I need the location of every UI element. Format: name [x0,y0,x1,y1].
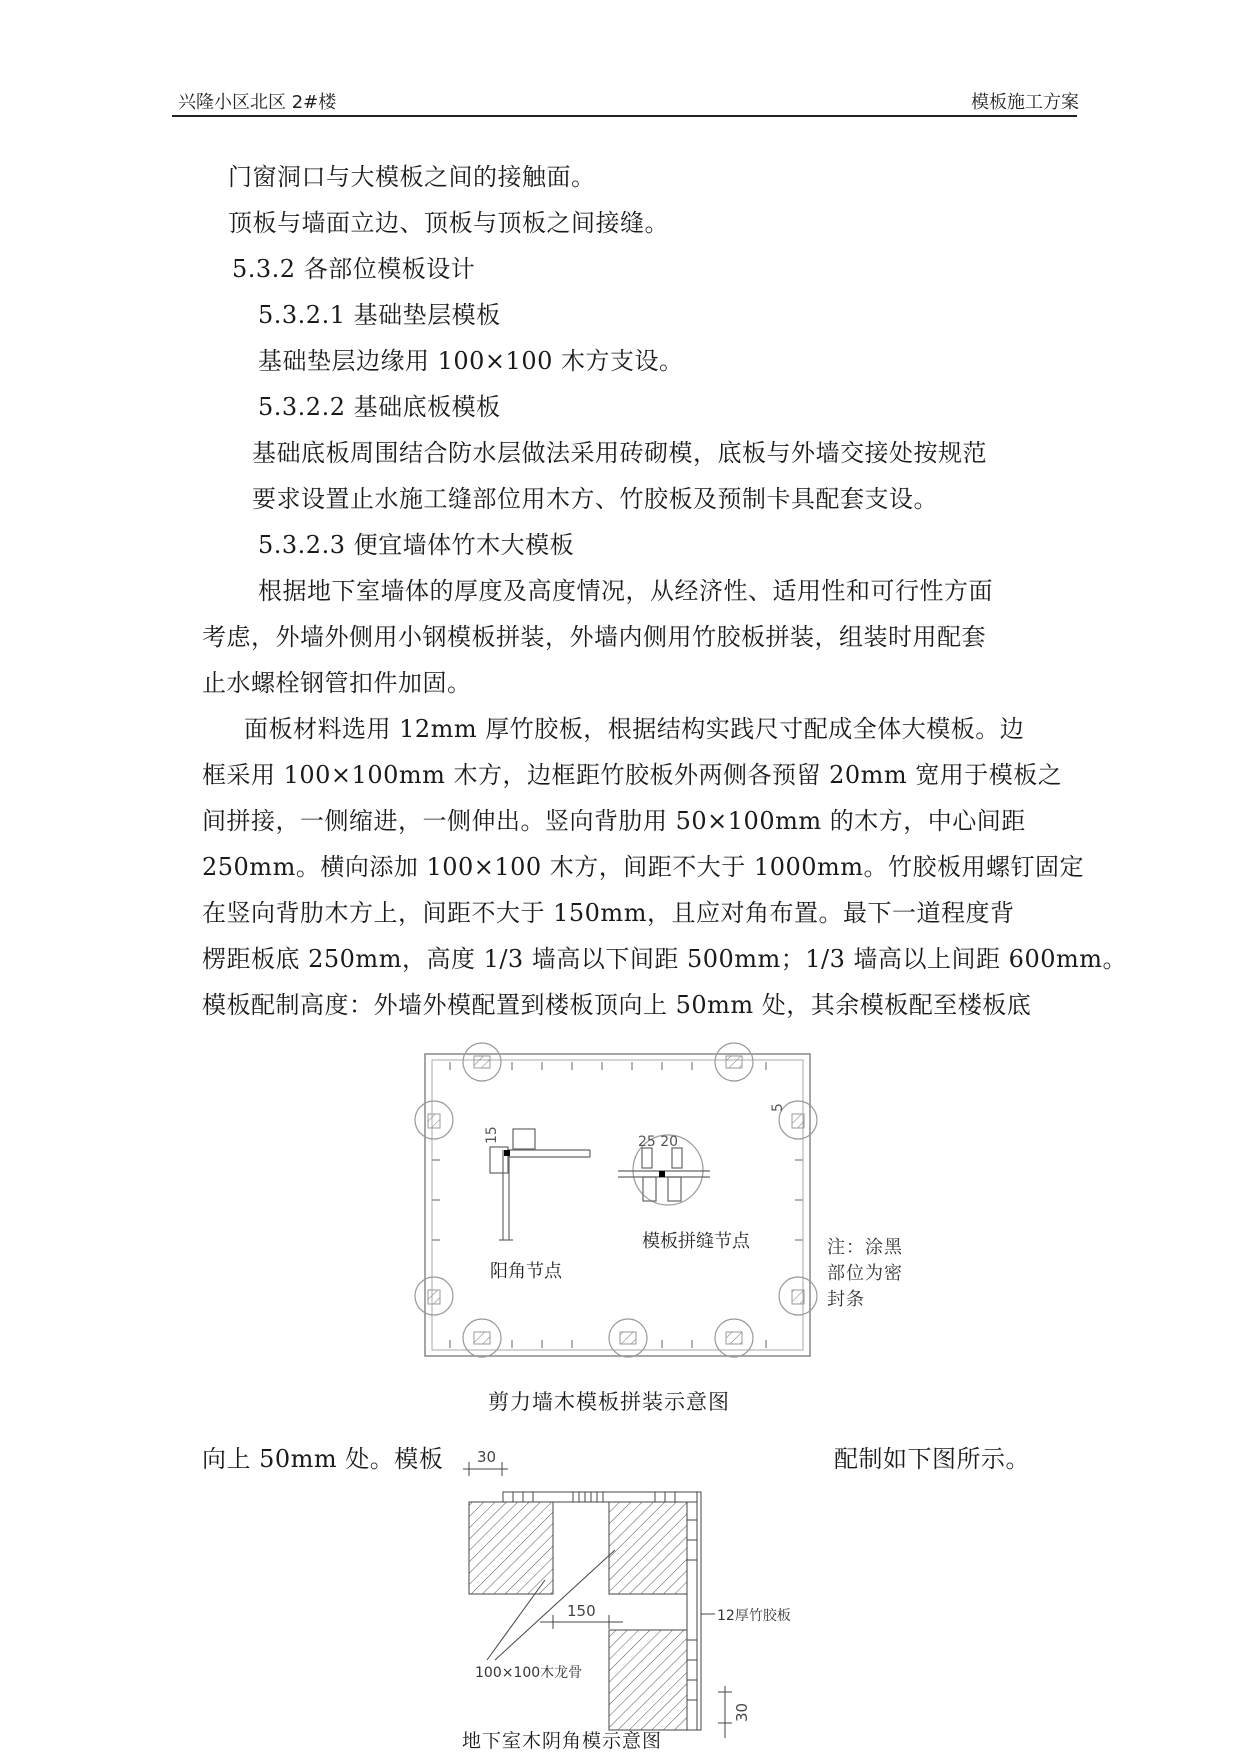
paragraph-line: 配制如下图所示。 [834,1445,1030,1473]
paragraph-line: 基础垫层边缘用 100×100 木方支设。 [258,347,684,375]
dim-30-top: 30 [477,1448,497,1466]
header-divider [172,115,1077,117]
paragraph-line: 250mm。横向添加 100×100 木方，间距不大于 1000mm。竹胶板用螺钉固定 [202,853,1085,881]
label-keel: 100×100木龙骨 [475,1665,583,1681]
section-heading: 5.3.2 各部位模板设计 [232,255,476,283]
inner-corner-formwork-diagram [455,1440,835,1740]
paragraph-line: 基础底板周围结合防水层做法采用砖砌模，底板与外墙交接处按规范 [252,439,987,467]
paragraph-line: 楞距板底 250mm，高度 1/3 墙高以下间距 500mm；1/3 墙高以上间距 600mm。 [202,945,1127,973]
label-board: 12厚竹胶板 [717,1608,791,1624]
figure2-caption: 地下室木阴角模示意图 [462,1730,663,1752]
subsection-heading: 5.3.2.1 基础垫层模板 [258,301,501,329]
paragraph-line: 向上 50mm 处。模板 [202,1445,444,1473]
label-joint-node: 模板拼缝节点 [642,1231,750,1252]
dim-15: 15 [484,1126,500,1144]
figure1-note-line3: 封条 [827,1289,865,1310]
paragraph-line: 间拼接，一侧缩进，一侧伸出。竖向背肋用 50×100mm 的木方，中心间距 [202,807,1026,835]
paragraph-line: 面板材料选用 12mm 厚竹胶板，根据结构实践尺寸配成全体大模板。边 [244,715,1025,743]
paragraph-line: 根据地下室墙体的厚度及高度情况，从经济性、适用性和可行性方面 [258,577,993,605]
header-right: 模板施工方案 [971,92,1079,113]
header-left: 兴隆小区北区 2#楼 [178,92,337,113]
dim-25-20: 25 20 [638,1134,679,1150]
figure1-note-line1: 注：涂黑 [827,1237,903,1258]
subsection-heading: 5.3.2.3 便宜墙体竹木大模板 [258,531,575,559]
subsection-heading: 5.3.2.2 基础底板模板 [258,393,501,421]
paragraph-line: 门窗洞口与大模板之间的接触面。 [228,163,596,191]
formwork-assembly-diagram [410,1040,840,1370]
dim-5: 5 [770,1103,786,1112]
paragraph-line: 在竖向背肋木方上，间距不大于 150mm，且应对角布置。最下一道程度背 [202,899,1015,927]
paragraph-line: 框采用 100×100mm 木方，边框距竹胶板外两侧各预留 20mm 宽用于模板之 [202,761,1063,789]
figure1-note-line2: 部位为密 [827,1263,903,1284]
label-corner-node: 阳角节点 [490,1261,562,1282]
paragraph-line: 模板配制高度：外墙外模配置到楼板顶向上 50mm 处，其余模板配至楼板底 [202,991,1032,1019]
paragraph-line: 考虑，外墙外侧用小钢模板拼装，外墙内侧用竹胶板拼装，组装时用配套 [202,623,986,651]
dim-30-side: 30 [733,1702,751,1722]
figure1-caption: 剪力墙木模板拼装示意图 [488,1390,730,1414]
paragraph-line: 顶板与墙面立边、顶板与顶板之间接缝。 [228,209,669,237]
paragraph-line: 止水螺栓钢管扣件加固。 [202,669,472,697]
paragraph-line: 要求设置止水施工缝部位用木方、竹胶板及预制卡具配套支设。 [252,485,938,513]
dim-150: 150 [567,1602,596,1620]
